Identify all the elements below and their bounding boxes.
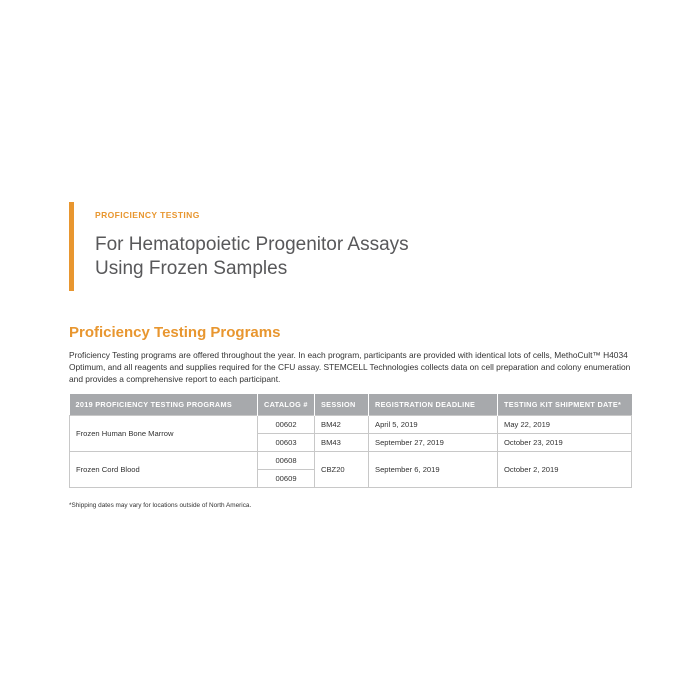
header-session: SESSION (315, 394, 369, 416)
deadline-cell: September 27, 2019 (369, 434, 498, 452)
table-row (70, 416, 632, 434)
catalog-cell: 00609 (258, 470, 315, 488)
table-header-row (70, 394, 632, 416)
catalog-cell: 00603 (258, 434, 315, 452)
eyebrow-label: PROFICIENCY TESTING (95, 210, 200, 220)
deadline-cell: April 5, 2019 (369, 416, 498, 434)
page-title-line-2: Using Frozen Samples (95, 258, 288, 279)
section-title: Proficiency Testing Programs (69, 324, 281, 341)
intro-paragraph: Proficiency Testing programs are offered throughout the year. In each program, participants are provided with identical lots of cells, MethoCult™ H4034 Optimum, and all reagents and supplies required for the CFU assay. STEMCELL Technologies collects data on cell preparation and colony enumeration and provides a comprehensive report to each participant. (69, 350, 631, 384)
program-name: Frozen Cord Blood (70, 452, 258, 488)
header-catalog: CATALOG # (258, 394, 315, 416)
shipment-cell: October 23, 2019 (498, 434, 632, 452)
accent-bar (69, 202, 74, 291)
header-shipment: TESTING KIT SHIPMENT DATE* (498, 394, 632, 416)
programs-table (69, 394, 632, 488)
header-deadline: REGISTRATION DEADLINE (369, 394, 498, 416)
deadline-cell: September 6, 2019 (369, 452, 498, 488)
shipment-cell: October 2, 2019 (498, 452, 632, 488)
page-title (95, 233, 515, 281)
session-cell: BM42 (315, 416, 369, 434)
session-cell: BM43 (315, 434, 369, 452)
header-program: 2019 PROFICIENCY TESTING PROGRAMS (70, 394, 258, 416)
table-row (70, 452, 632, 470)
page-title-line-1: For Hematopoietic Progenitor Assays (95, 234, 409, 255)
catalog-cell: 00602 (258, 416, 315, 434)
footnote: *Shipping dates may vary for locations outside of North America. (69, 502, 252, 509)
shipment-cell: May 22, 2019 (498, 416, 632, 434)
catalog-cell: 00608 (258, 452, 315, 470)
session-cell: CBZ20 (315, 452, 369, 488)
program-name: Frozen Human Bone Marrow (70, 416, 258, 452)
